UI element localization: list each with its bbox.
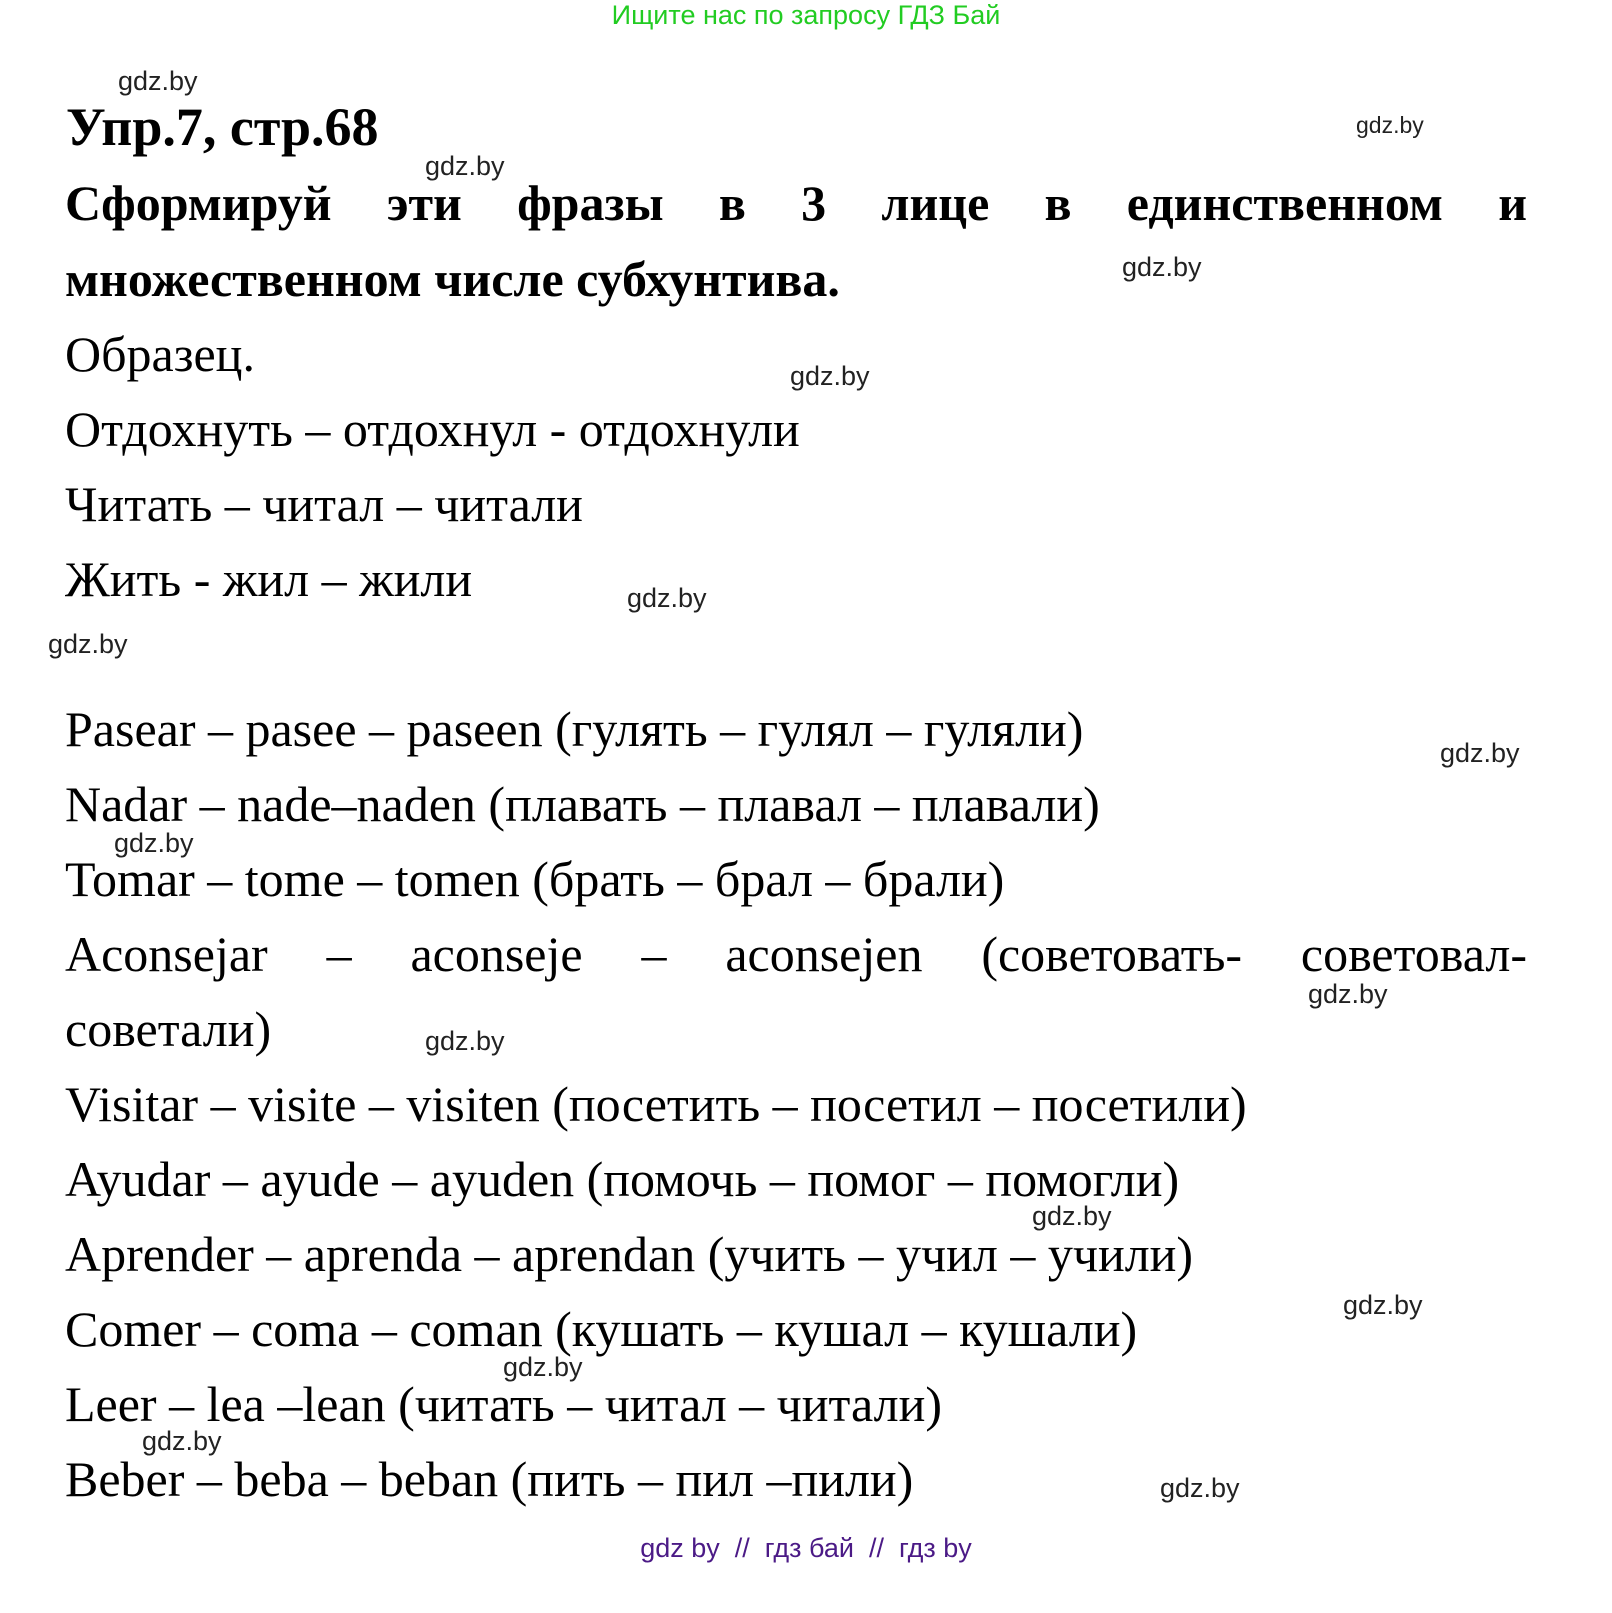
watermark: gdz.by xyxy=(1160,1473,1240,1503)
watermark: gdz.by xyxy=(114,828,194,858)
task-line-1: Сформируй эти фразы в 3 лице в единственном и xyxy=(65,175,1527,231)
sample-line: Жить - жил – жили xyxy=(65,551,473,607)
answer-line: Visitar – visite – visiten (посетить – посетил – посетили) xyxy=(65,1076,1247,1132)
exercise-title: Упр.7, стр.68 xyxy=(66,97,379,157)
watermark: gdz.by xyxy=(1308,979,1388,1009)
task-line-2: множественном числе субхунтива. xyxy=(65,251,840,307)
footer-watermark: gdz by // гдз бай // гдз by xyxy=(640,1533,972,1563)
answer-line: Tomar – tome – tomen (брать – брал – брали) xyxy=(65,851,1005,907)
answer-line: Aconsejar – aconseje – aconsejen (советовать- советовал- xyxy=(65,926,1527,982)
sample-label: Образец. xyxy=(65,326,255,382)
answer-line: Nadar – nade–naden (плавать – плавал – плавали) xyxy=(65,776,1100,832)
watermark: gdz.by xyxy=(627,583,707,613)
watermark: gdz.by xyxy=(48,629,128,659)
answer-line: Aprender – aprenda – aprendan (учить – учил – учили) xyxy=(65,1226,1194,1282)
watermark: gdz.by xyxy=(425,1026,505,1056)
answer-line: Comer – coma – coman (кушать – кушал – кушали) xyxy=(65,1301,1138,1357)
top-banner: Ищите нас по запросу ГДЗ Бай xyxy=(611,0,1001,30)
answer-line: советали) xyxy=(65,1001,272,1057)
answer-line: Pasear – pasee – paseen (гулять – гулял – гуляли) xyxy=(65,701,1084,757)
watermark: gdz.by xyxy=(142,1426,222,1456)
watermark: gdz.by xyxy=(425,151,505,181)
watermark: gdz.by xyxy=(1122,252,1202,282)
sample-line: Отдохнуть – отдохнул - отдохнули xyxy=(65,401,800,457)
watermark: gdz.by xyxy=(1032,1201,1112,1231)
watermark: gdz.by xyxy=(503,1352,583,1382)
watermark: gdz.by xyxy=(790,361,870,391)
answer-line: Beber – beba – beban (пить – пил –пили) xyxy=(65,1451,914,1507)
answer-line: Ayudar – ayude – ayuden (помочь – помог – помогли) xyxy=(65,1151,1180,1207)
watermark: gdz.by xyxy=(1343,1290,1423,1320)
watermark: gdz.by xyxy=(1356,112,1424,138)
watermark: gdz.by xyxy=(118,66,198,96)
answer-line: Leer – lea –lean (читать – читал – читали) xyxy=(65,1376,943,1432)
watermark: gdz.by xyxy=(1440,738,1520,768)
sample-line: Читать – читал – читали xyxy=(65,476,583,532)
